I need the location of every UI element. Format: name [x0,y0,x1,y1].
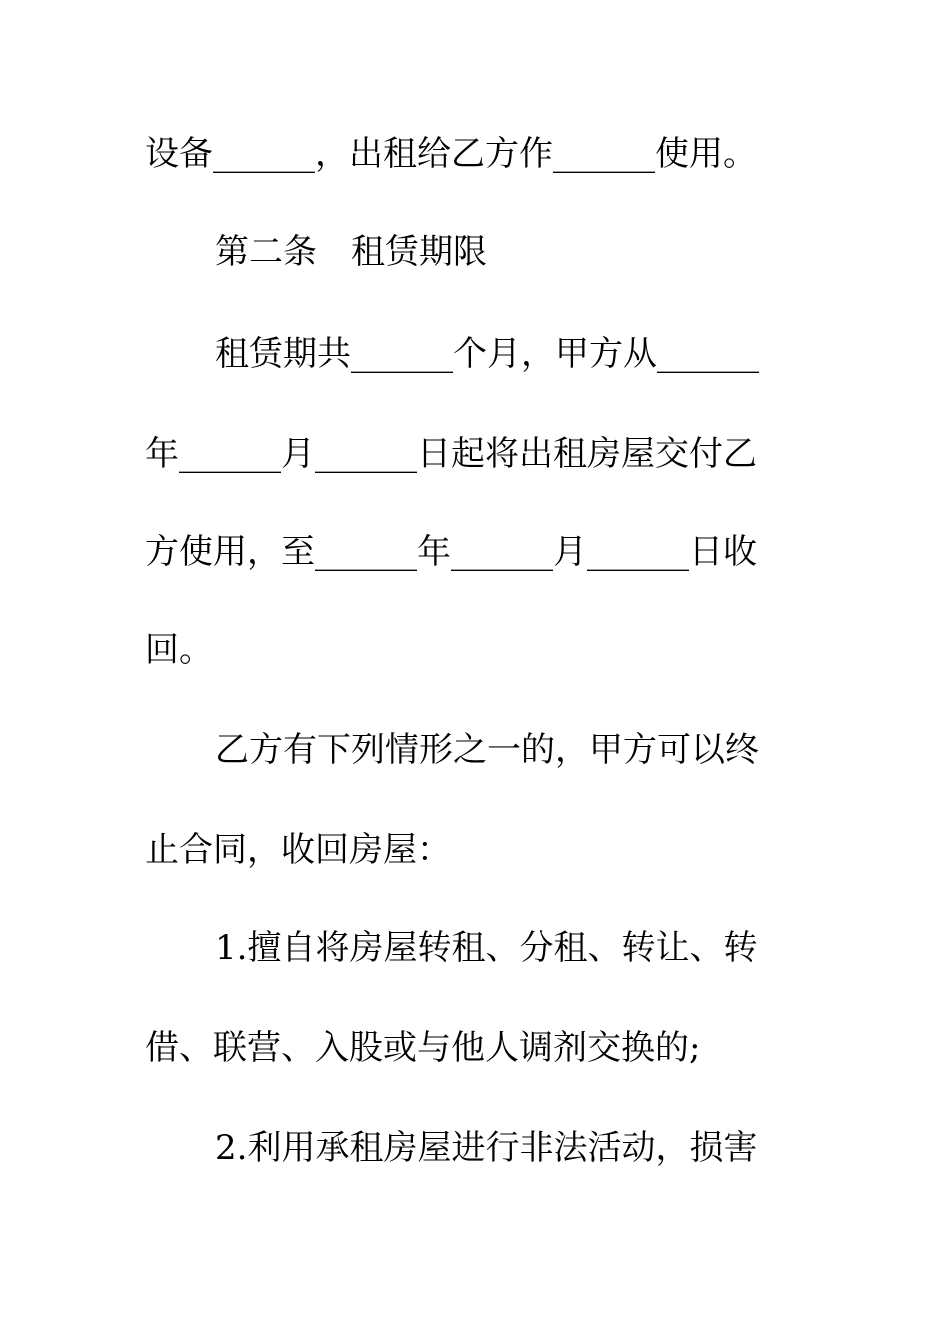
text-line-6: 回。 [145,630,213,670]
text-line-4: 年______月______日起将出租房屋交付乙 [145,434,757,474]
list-item-2-line-1: 2.利用承租房屋进行非法活动，损害 [215,1128,758,1168]
article-heading: 第二条 租赁期限 [215,232,487,272]
text-line-1: 设备______，出租给乙方作______使用。 [145,134,757,174]
text-line-7: 乙方有下列情形之一的，甲方可以终 [215,730,759,770]
text-line-8: 止合同，收回房屋： [145,830,451,870]
text-line-3: 租赁期共______个月，甲方从______ [215,334,759,374]
list-item-1-line-2: 借、联营、入股或与他人调剂交换的; [145,1028,701,1068]
text-line-5: 方使用，至______年______月______日收 [145,532,757,572]
list-item-1-line-1: 1.擅自将房屋转租、分租、转让、转 [215,928,758,968]
